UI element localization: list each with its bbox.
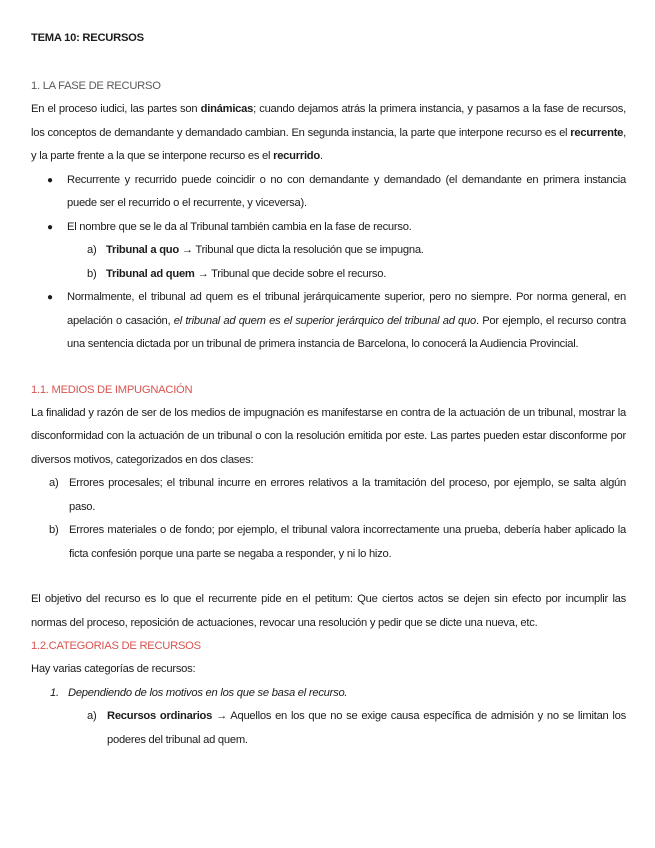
text: . — [319, 150, 323, 162]
list-marker: b) — [87, 267, 97, 280]
text: ; cuando dejamos atrás la primera instancia, y pasamos a la fase de recursos, los conceptos de demandante y demandado cambian. En segunda instancia, la parte que interpone recurso es el — [31, 103, 626, 139]
paragraph-categorias-intro: Hay varias categorías de recursos: — [31, 663, 196, 675]
bullet-icon: ● — [47, 221, 53, 233]
spacer — [31, 566, 626, 588]
sub-item-text — [107, 705, 626, 752]
bold-term: recurrido — [273, 150, 320, 162]
paragraph-medios: La finalidad y razón de ser de los medios de impugnación es manifestarse en contra de la actuación de un tribunal, mostrar la disconformidad con la actuación de un tribunal o con la resolución emitida por este. Las partes pueden estar disconforme por diversos motivos, categorizados en dos clases: — [31, 406, 626, 466]
bold-term: Tribunal ad quem — [106, 267, 195, 280]
list-item-text: Errores procesales; el tribunal incurre en errores relativos a la tramitación del proceso, por ejemplo, se salta algún paso. — [69, 477, 626, 513]
text: Normalmente, el tribunal ad quem es el tribunal jerárquicamente superior, pero no siempre. Por norma general, en apelación o casación, — [67, 291, 626, 327]
text: En el proceso iudici, las partes son — [31, 103, 201, 115]
sub-list-item — [31, 263, 626, 287]
spacer — [31, 357, 626, 379]
paragraph-intro — [31, 98, 626, 169]
sub-item-text — [106, 263, 626, 287]
italic-text: el tribunal ad quem es el superior jerárquico del tribunal ad quo — [173, 314, 476, 327]
section-heading-fase-recurso: 1. LA FASE DE RECURSO — [31, 80, 161, 92]
list-item-text — [68, 682, 626, 706]
text: . Por ejemplo, el recurso contra una sentencia dictada por un tribunal de primera instancia de Barcelona, lo conocerá la Audiencia Provincial. — [67, 314, 626, 350]
bold-term: dinámicas — [200, 103, 254, 115]
text: , y la parte frente a la que se interpone recurso es el — [31, 126, 626, 162]
bullet-item — [31, 216, 626, 240]
sub-item-text — [106, 239, 626, 263]
list-item-text: Errores materiales o de fondo; por ejemplo, el tribunal valora incorrectamente una prueba, debería haber aplicado la ficta confesión porque una parte se negaba a responder, y ni lo hizo. — [69, 524, 626, 560]
sub-list-item — [31, 705, 626, 752]
document-title: TEMA 10: RECURSOS — [31, 32, 144, 44]
list-marker: a) — [87, 710, 97, 722]
list-number: 1. — [50, 686, 59, 699]
list-item — [31, 472, 626, 519]
bullet-text: El nombre que se le da al Tribunal también cambia en la fase de recurso. — [67, 220, 412, 233]
bullet-item — [31, 286, 626, 357]
bullet-icon: ● — [47, 174, 53, 186]
sub-list-item — [31, 239, 626, 263]
section-heading-medios-impugnacion: 1.1. MEDIOS DE IMPUGNACIÓN — [31, 383, 193, 396]
bullet-icon: ● — [47, 292, 53, 303]
list-marker — [50, 682, 68, 706]
text: → Aquellos en los que no se exige causa específica de admisión y no se limitan los poderes del tribunal ad quem. — [107, 710, 626, 746]
list-marker: b) — [49, 524, 59, 536]
list-marker: a) — [87, 244, 97, 256]
text: → Tribunal que decide sobre el recurso. — [194, 267, 387, 280]
bullet-text — [67, 286, 626, 357]
list-item — [31, 519, 626, 566]
list-marker: a) — [49, 477, 59, 489]
italic-text: Dependiendo de los motivos en los que se basa el recurso. — [68, 686, 348, 699]
numbered-list-item — [31, 682, 626, 706]
paragraph-objetivo: El objetivo del recurso es lo que el recurrente pide en el petitum: Que ciertos actos se dejen sin efecto por incumplir las normas del proceso, reposición de actuaciones, revocar una resolución y pedir que se dicte una nueva, etc. — [31, 593, 626, 629]
section-heading-categorias: 1.2.CATEGORIAS DE RECURSOS — [31, 640, 201, 652]
bullet-item — [31, 169, 626, 216]
bold-term: recurrente — [570, 126, 624, 139]
text: → Tribunal que dicta la resolución que se impugna. — [178, 244, 424, 256]
bold-term: Recursos ordinarios — [107, 710, 213, 722]
bullet-text: Recurrente y recurrido puede coincidir o no con demandante y demandado (el demandante en primera instancia puede ser el recurrido o el recurrente, y viceversa). — [67, 173, 626, 209]
bold-term: Tribunal a quo — [106, 244, 179, 256]
